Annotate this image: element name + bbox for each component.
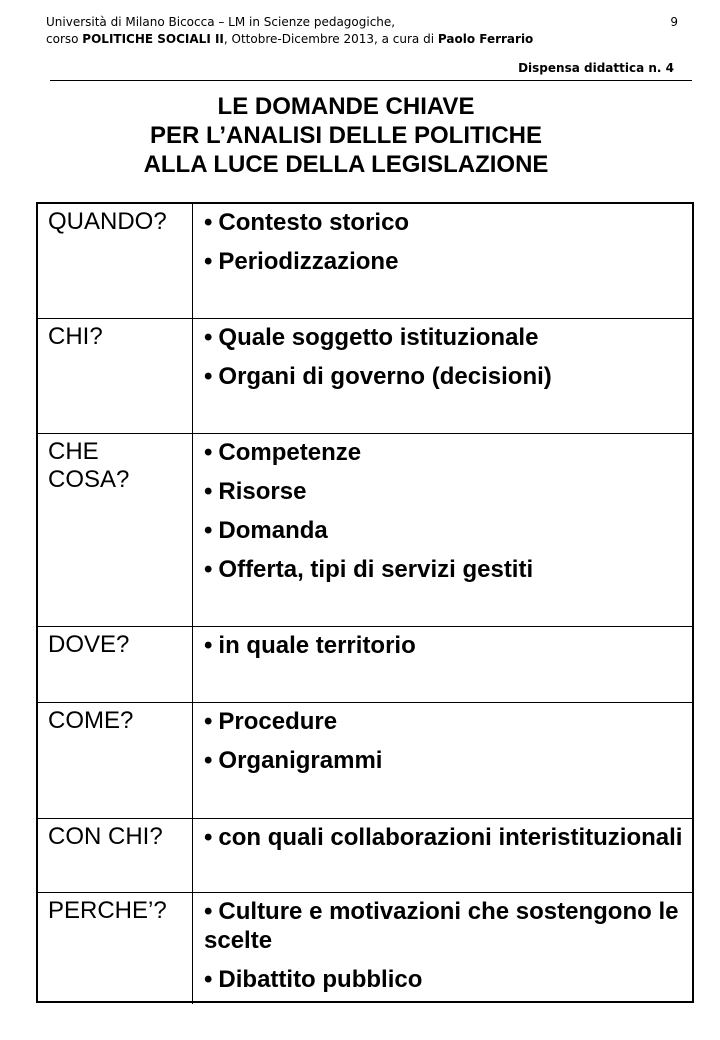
title-line-3: ALLA LUCE DELLA LEGISLAZIONE [143,151,549,178]
page-title [0,92,692,179]
bullet-icon: • [204,363,213,390]
answer-item [204,746,684,775]
answer-item [204,516,684,545]
answer-text: con quali collaborazioni interistituzionali [218,824,683,851]
title-line-1: LE DOMANDE CHIAVE [217,93,475,120]
answer-text: Dibattito pubblico [218,966,423,993]
header-dates: , Ottobre-Dicembre 2013, a cura di [223,32,435,46]
bullet-icon: • [204,556,213,583]
answer-item [204,208,684,237]
answer-item [204,247,684,276]
answer-text: in quale territorio [218,632,416,659]
answer-cell [193,893,692,1004]
answer-item [204,631,684,660]
answer-cell [193,703,692,819]
bullet-icon: • [204,824,213,851]
answer-text: Offerta, tipi di servizi gestiti [218,556,534,583]
answer-text: Organi di governo (decisioni) [218,363,552,390]
question-cell: DOVE? [38,627,193,703]
answer-item [204,362,684,391]
answer-text: Quale soggetto istituzionale [218,324,539,351]
page-header [46,14,678,48]
page-number: 9 [670,15,678,29]
answer-cell [193,819,692,893]
key-questions-table [36,202,694,1003]
answer-text: Risorse [218,478,307,505]
answer-item [204,823,684,852]
answer-text: Periodizzazione [218,248,399,275]
answer-cell [193,319,692,434]
course-name: POLITICHE SOCIALI II [82,32,224,46]
question-cell: CHI? [38,319,193,434]
bullet-icon: • [204,747,213,774]
question-cell: CHE COSA? [38,434,193,627]
answer-text: Domanda [218,517,328,544]
bullet-icon: • [204,708,213,735]
bullet-icon: • [204,209,213,236]
title-line-2: PER L’ANALISI DELLE POLITICHE [149,122,543,149]
bullet-icon: • [204,248,213,275]
bullet-icon: • [204,324,213,351]
bullet-icon: • [204,632,213,659]
dispensa-label: Dispensa didattica n. 4 [518,61,674,75]
answer-item [204,438,684,467]
bullet-icon: • [204,517,213,544]
answer-item [204,555,684,584]
answer-text: Procedure [218,708,338,735]
question-cell: PERCHE’? [38,893,193,1004]
bullet-icon: • [204,966,213,993]
answer-text: Culture e motivazioni che sostengono le scelte [204,898,679,954]
answer-cell [193,204,692,319]
question-cell: CON CHI? [38,819,193,893]
answer-text: Organigrammi [218,747,383,774]
answer-item [204,477,684,506]
header-course-prefix: corso [46,32,79,46]
bullet-icon: • [204,898,213,925]
question-cell: QUANDO? [38,204,193,319]
question-cell: COME? [38,703,193,819]
answer-item [204,965,684,994]
author-name: Paolo Ferrario [437,32,534,46]
answer-cell [193,627,692,703]
answer-text: Competenze [218,439,362,466]
header-divider [50,80,692,81]
answer-cell [193,434,692,627]
bullet-icon: • [204,439,213,466]
answer-item [204,707,684,736]
answer-item [204,897,684,955]
answer-item [204,323,684,352]
header-line-2 [46,31,678,48]
answer-text: Contesto storico [218,209,410,236]
header-line-1: Università di Milano Bicocca – LM in Scienze pedagogiche, [46,15,396,29]
bullet-icon: • [204,478,213,505]
